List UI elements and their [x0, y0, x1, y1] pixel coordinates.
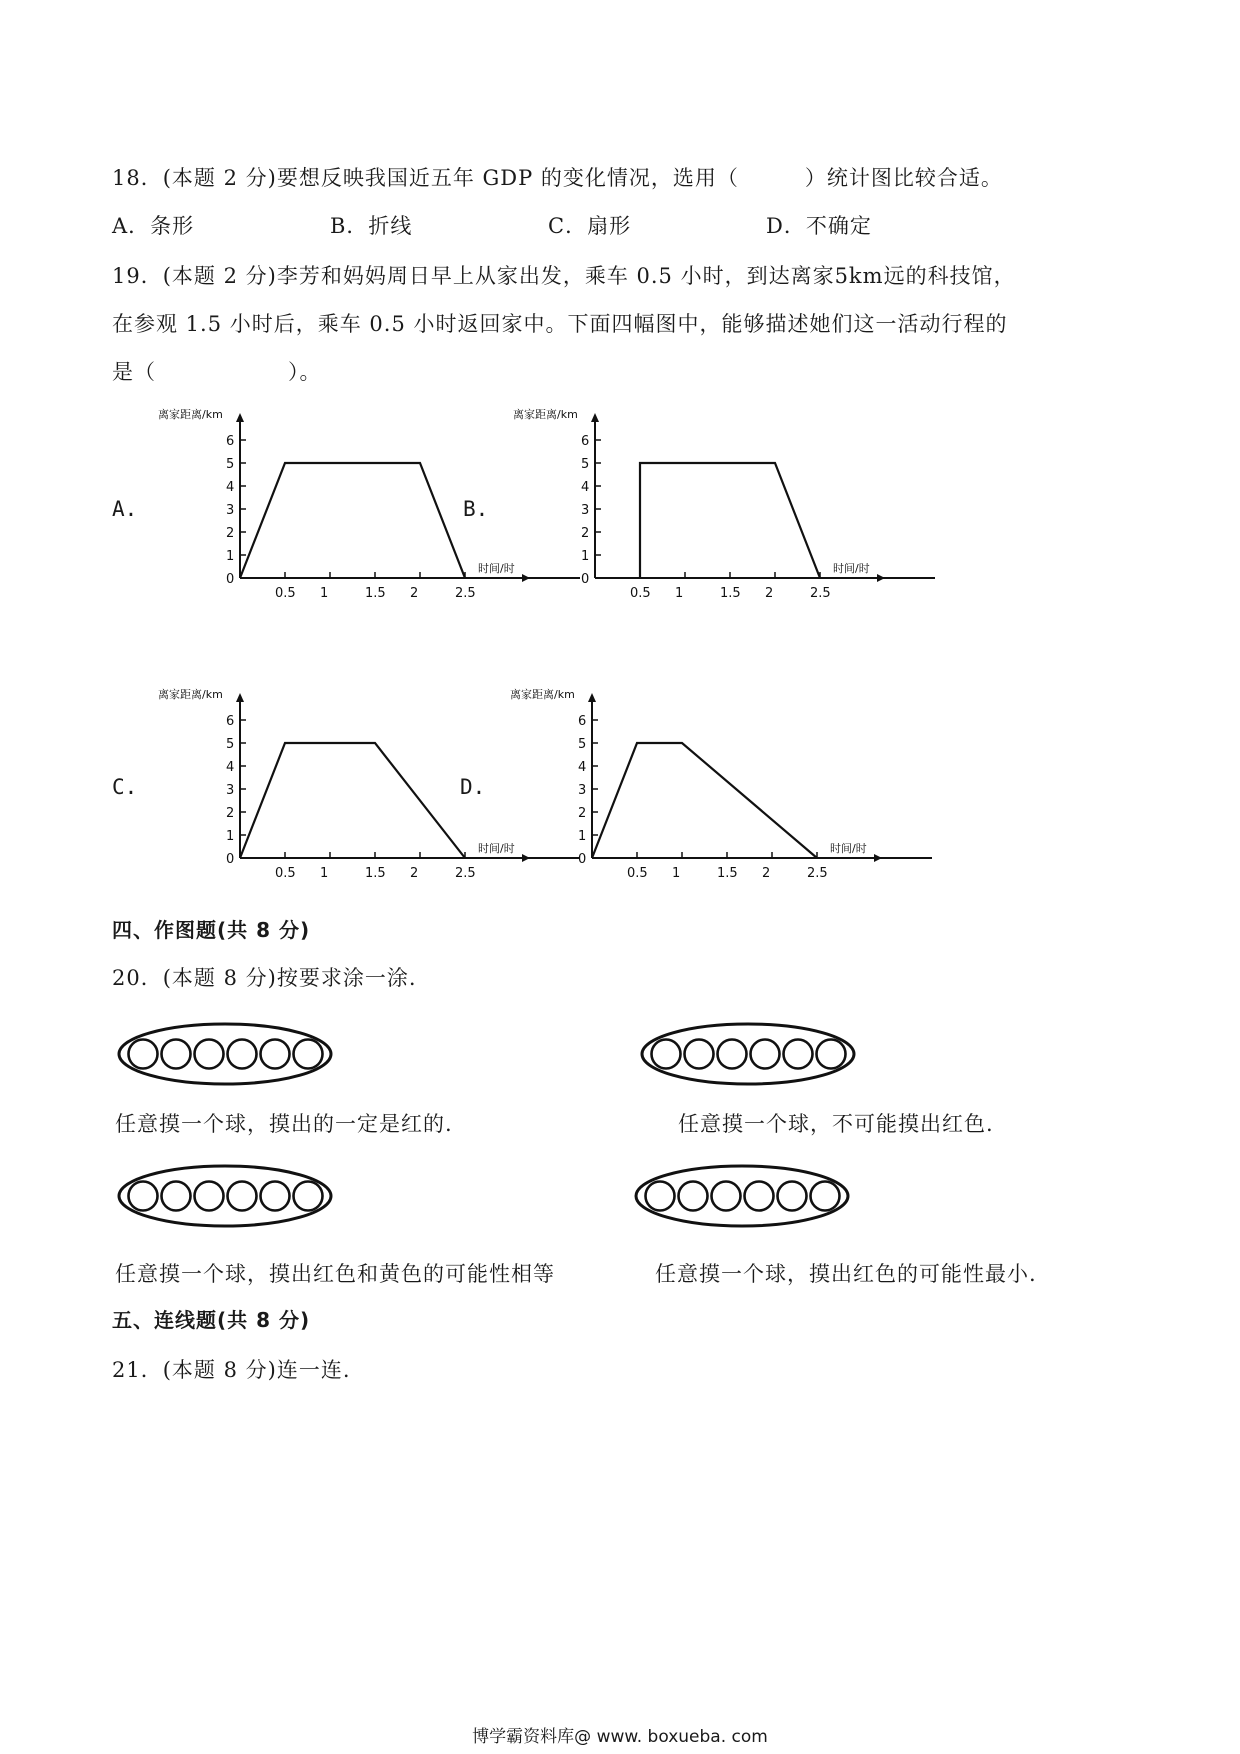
y-tick-label: 0	[578, 852, 587, 867]
ball	[712, 1182, 741, 1211]
ball-group-2	[638, 1020, 858, 1088]
x-tick-label: 2	[410, 586, 419, 601]
y-tick-label: 1	[578, 829, 587, 844]
ball	[718, 1040, 747, 1069]
y-axis-title: 离家距离/km	[513, 408, 578, 421]
y-tick-label: 4	[578, 760, 587, 775]
x-tick-label: 1	[320, 586, 329, 601]
distance-time-graph-a	[150, 408, 515, 610]
series-line	[592, 743, 817, 858]
ball	[294, 1040, 323, 1069]
ball	[811, 1182, 840, 1211]
ball	[751, 1040, 780, 1069]
y-axis-arrow	[591, 413, 599, 422]
y-tick-label: 2	[578, 806, 587, 821]
y-axis-arrow	[236, 693, 244, 702]
y-tick-label: 1	[226, 829, 235, 844]
ball	[228, 1040, 257, 1069]
y-axis-title: 离家距离/km	[158, 408, 223, 421]
y-tick-label: 2	[581, 526, 590, 541]
ball-group-4	[632, 1162, 852, 1230]
x-tick-label: 1.5	[365, 866, 386, 881]
ball	[646, 1182, 675, 1211]
q19-line-1: 19．(本题 2 分)李芳和妈妈周日早上从家出发，乘车 0.5 小时，到达离家5km远的科技馆，	[112, 264, 1016, 288]
y-tick-label: 6	[226, 714, 235, 729]
y-tick-label: 3	[226, 503, 235, 518]
x-axis-title: 时间/时	[833, 562, 870, 575]
ball-group-3	[115, 1162, 335, 1230]
y-tick-label: 6	[581, 434, 590, 449]
q19-line-3: 是（ ）。	[112, 360, 322, 384]
x-tick-label: 1	[320, 866, 329, 881]
x-tick-label: 0.5	[627, 866, 648, 881]
y-tick-label: 0	[581, 572, 590, 587]
x-tick-label: 1.5	[717, 866, 738, 881]
q18-option-a: A．条形	[112, 214, 195, 238]
ball	[294, 1182, 323, 1211]
distance-time-graph-b	[505, 408, 870, 610]
graph-label-b: B.	[463, 497, 489, 521]
graph-label-d: D.	[460, 775, 486, 799]
q19-line-2: 在参观 1.5 小时后，乘车 0.5 小时返回家中。下面四幅图中，能够描述她们这一活动行程的	[112, 312, 1008, 336]
series-line	[240, 743, 465, 858]
ball	[195, 1040, 224, 1069]
y-tick-label: 3	[226, 783, 235, 798]
balls	[129, 1182, 323, 1211]
y-tick-label: 3	[578, 783, 587, 798]
x-tick-label: 1.5	[720, 586, 741, 601]
y-tick-label: 1	[581, 549, 590, 564]
ball	[261, 1182, 290, 1211]
series-line	[640, 463, 820, 578]
y-tick-label: 6	[578, 714, 587, 729]
y-tick-label: 2	[226, 526, 235, 541]
ball	[261, 1040, 290, 1069]
ball	[745, 1182, 774, 1211]
x-tick-label: 2.5	[810, 586, 831, 601]
x-tick-label: 2	[410, 866, 419, 881]
x-tick-label: 2	[762, 866, 771, 881]
x-axis-title: 时间/时	[478, 842, 515, 855]
balls	[652, 1040, 846, 1069]
x-axis-arrow	[877, 574, 885, 582]
q20-stem: 20．(本题 8 分)按要求涂一涂.	[112, 966, 417, 990]
y-axis-arrow	[236, 413, 244, 422]
x-tick-label: 2	[765, 586, 774, 601]
balls	[129, 1040, 323, 1069]
ball	[784, 1040, 813, 1069]
y-tick-label: 2	[226, 806, 235, 821]
y-tick-label: 5	[226, 737, 235, 752]
distance-time-graph-d	[502, 688, 867, 890]
y-tick-label: 5	[581, 457, 590, 472]
y-tick-label: 5	[226, 457, 235, 472]
y-tick-label: 4	[581, 480, 590, 495]
ball	[652, 1040, 681, 1069]
q18-option-c: C．扇形	[548, 214, 632, 238]
y-tick-label: 1	[226, 549, 235, 564]
q18-option-b: B．折线	[330, 214, 413, 238]
ball	[162, 1182, 191, 1211]
distance-time-graph-c	[150, 688, 515, 890]
graph-label-a: A.	[112, 497, 138, 521]
x-tick-label: 0.5	[275, 866, 296, 881]
y-tick-label: 4	[226, 480, 235, 495]
x-tick-label: 1	[672, 866, 681, 881]
section-4-title: 四、作图题(共 8 分)	[112, 918, 311, 942]
ball-group-1	[115, 1020, 335, 1088]
x-tick-label: 1.5	[365, 586, 386, 601]
y-tick-label: 3	[581, 503, 590, 518]
ball	[162, 1040, 191, 1069]
x-tick-label: 1	[675, 586, 684, 601]
ball	[129, 1182, 158, 1211]
x-tick-label: 0.5	[275, 586, 296, 601]
ball	[679, 1182, 708, 1211]
q21-stem: 21．(本题 8 分)连一连.	[112, 1358, 351, 1382]
footer-watermark: 博学霸资料库@ www. boxueba. com	[472, 1727, 768, 1747]
x-tick-label: 2.5	[807, 866, 828, 881]
ball	[228, 1182, 257, 1211]
y-axis-title: 离家距离/km	[158, 688, 223, 701]
x-axis-title: 时间/时	[830, 842, 867, 855]
y-tick-label: 4	[226, 760, 235, 775]
q20-caption-3: 任意摸一个球，摸出红色和黄色的可能性相等	[115, 1262, 555, 1286]
ball	[817, 1040, 846, 1069]
y-tick-label: 5	[578, 737, 587, 752]
y-axis-title: 离家距离/km	[510, 688, 575, 701]
x-axis-title: 时间/时	[478, 562, 515, 575]
x-tick-label: 0.5	[630, 586, 651, 601]
q18-stem: 18．(本题 2 分)要想反映我国近五年 GDP 的变化情况，选用（ ）统计图比较合适。	[112, 166, 1003, 190]
q18-option-d: D．不确定	[766, 214, 872, 238]
x-axis-arrow	[874, 854, 882, 862]
x-tick-label: 2.5	[455, 586, 476, 601]
section-5-title: 五、连线题(共 8 分)	[112, 1308, 311, 1332]
graph-label-c: C.	[112, 775, 138, 799]
q20-caption-1: 任意摸一个球，摸出的一定是红的.	[115, 1112, 453, 1136]
balls	[646, 1182, 840, 1211]
ball	[129, 1040, 158, 1069]
ball	[685, 1040, 714, 1069]
q20-caption-2: 任意摸一个球，不可能摸出红色.	[678, 1112, 994, 1136]
x-tick-label: 2.5	[455, 866, 476, 881]
series-line	[240, 463, 465, 578]
y-tick-label: 6	[226, 434, 235, 449]
y-tick-label: 0	[226, 852, 235, 867]
ball	[195, 1182, 224, 1211]
y-axis-arrow	[588, 693, 596, 702]
y-tick-label: 0	[226, 572, 235, 587]
q20-caption-4: 任意摸一个球，摸出红色的可能性最小.	[655, 1262, 1037, 1286]
ball	[778, 1182, 807, 1211]
